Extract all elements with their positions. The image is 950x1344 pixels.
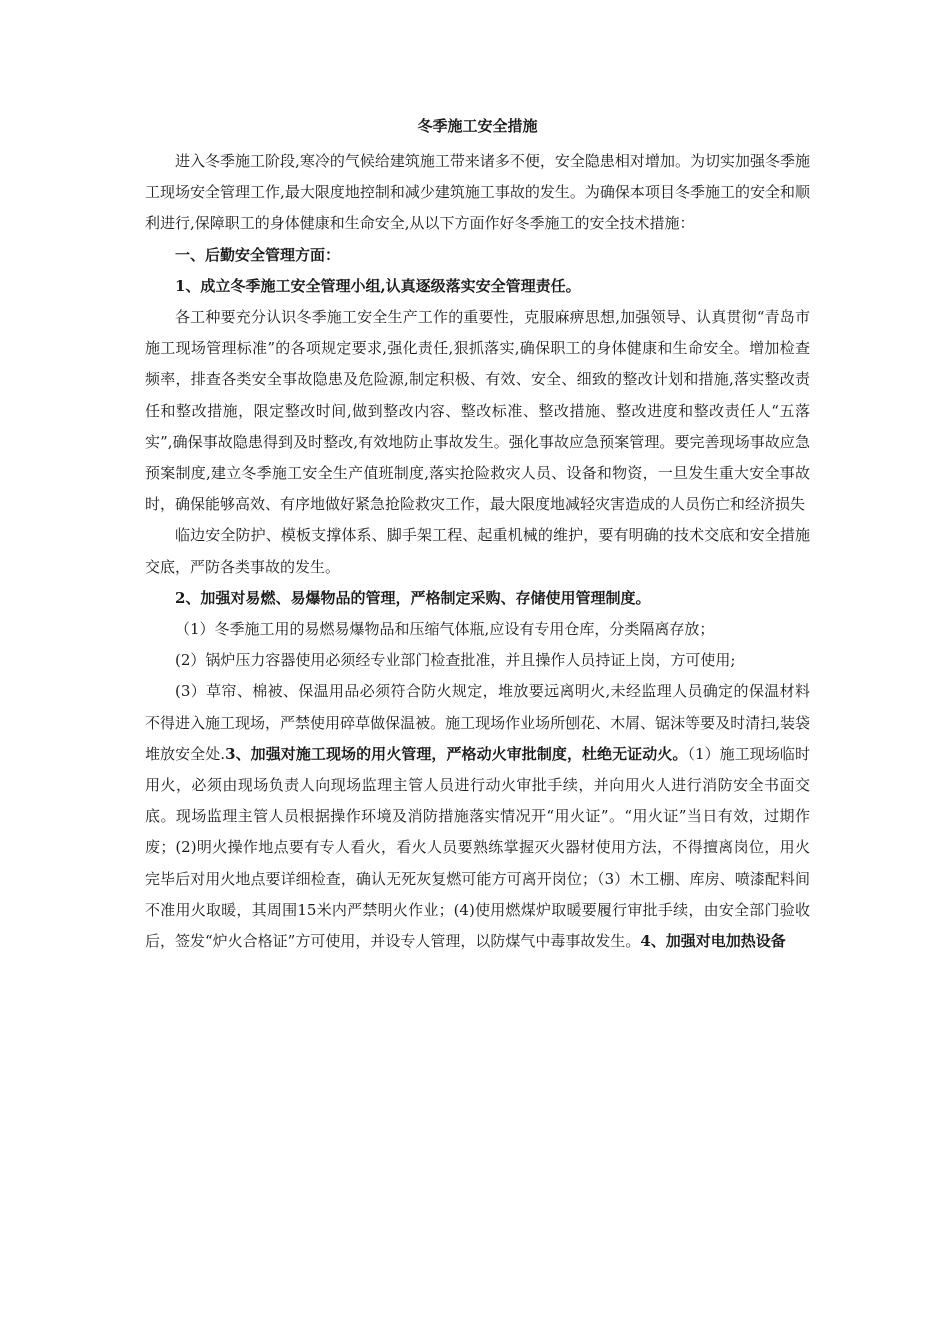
item4-heading: 4、加强对电加热设备	[640, 932, 786, 951]
item1-heading: 1、成立冬季施工安全管理小组,认真逐级落实安全管理责任。	[175, 276, 581, 295]
item2-subitem-1: （1）冬季施工用的易燃易爆物品和压缩气体瓶,应设有专用仓库，分类隔离存放；	[175, 620, 715, 639]
item2-subitem-2: (2）锅炉压力容器使用必须经专业部门检查批准，并且操作人员持证上岗，方可使用;	[175, 651, 736, 670]
item2-heading: 2、加强对易燃、易爆物品的管理，严格制定采购、存储使用管理制度。	[175, 588, 651, 607]
item3-heading: 3、加强对施工现场的用火管理，严格动火审批制度，杜绝无证动火。	[225, 744, 688, 763]
item1-paragraph-2: 临边安全防护、模板支撑体系、脚手架工程、起重机械的维护，要有明确的技术交底和安全措施交底，严防各类事故的发生。	[145, 526, 810, 576]
item1-paragraph: 各工种要充分认识冬季施工安全生产工作的重要性，克服麻痹思想,加强领导、认真贯彻“青岛市施工现场管理标准”的各项规定要求,强化责任,狠抓落实,确保职工的身体健康和生命安全。增加检查频率，排查各类安全事故隐患及危险源,制定积极、有效、安全、细致的整改计划和措施,落实整改责任和整改措施，限定整改时间,做到整改内容、整改标准、整改措施、整改进度和整改责任人“五落实”,确保事故隐患得到及时整改,有效地防止事故发生。强化事故应急预案管理。要完善现场事故应急预案制度,建立冬季施工安全生产值班制度,落实抢险救灾人员、设备和物资，一旦发生重大安全事故时，确保能够高效、有序地做好紧急抢险救灾工作，最大限度地减轻灾害造成的人员伤亡和经济损失	[145, 308, 810, 514]
item2-subitem-3-mixed	[145, 676, 810, 957]
document-page	[145, 112, 810, 957]
item3-text: （1）施工现场临时用火，必须由现场负责人向现场监理主管人员进行动火审批手续，并向用火人进行消防安全书面交底。现场监理主管人员根据操作环境及消防措施落实情况开“用火证”。“用火证”当日有效，过期作废；(2)明火操作地点要有专人看火，看火人员要熟练掌握灭火器材使用方法，不得擅离岗位，用火完毕后对用火地点要详细检查，确认无死灰复燃可能方可离开岗位；（3）木工棚、库房、喷漆配料间不准用火取暖，其周围15米内严禁明火作业；(4)使用燃煤炉取暖要履行审批手续，由安全部门验收后，签发“炉火合格证”方可使用，并设专人管理，以防煤气中毒事故发生。	[145, 744, 810, 951]
document-title: 冬季施工安全措施	[417, 117, 538, 135]
intro-paragraph: 进入冬季施工阶段,寒冷的气候给建筑施工带来诸多不便，安全隐患相对增加。为切实加强冬季施工现场安全管理工作,最大限度地控制和减少建筑施工事故的发生。为确保本项目冬季施工的安全和顺利进行,保障职工的身体健康和生命安全,从以下方面作好冬季施工的安全技术措施：	[145, 152, 810, 233]
section-heading-logistics: 一、后勤安全管理方面：	[175, 245, 341, 264]
item2-subitem-3: (3）草帘、棉被、保温用品必须符合防火规定，堆放要远离明火,未经监理人员确定的保温材料不得进入施工现场，严禁使用碎草做保温被。施工现场作业场所刨花、木屑、锯沫等要及时清扫,装袋堆放安全处.	[145, 682, 810, 763]
